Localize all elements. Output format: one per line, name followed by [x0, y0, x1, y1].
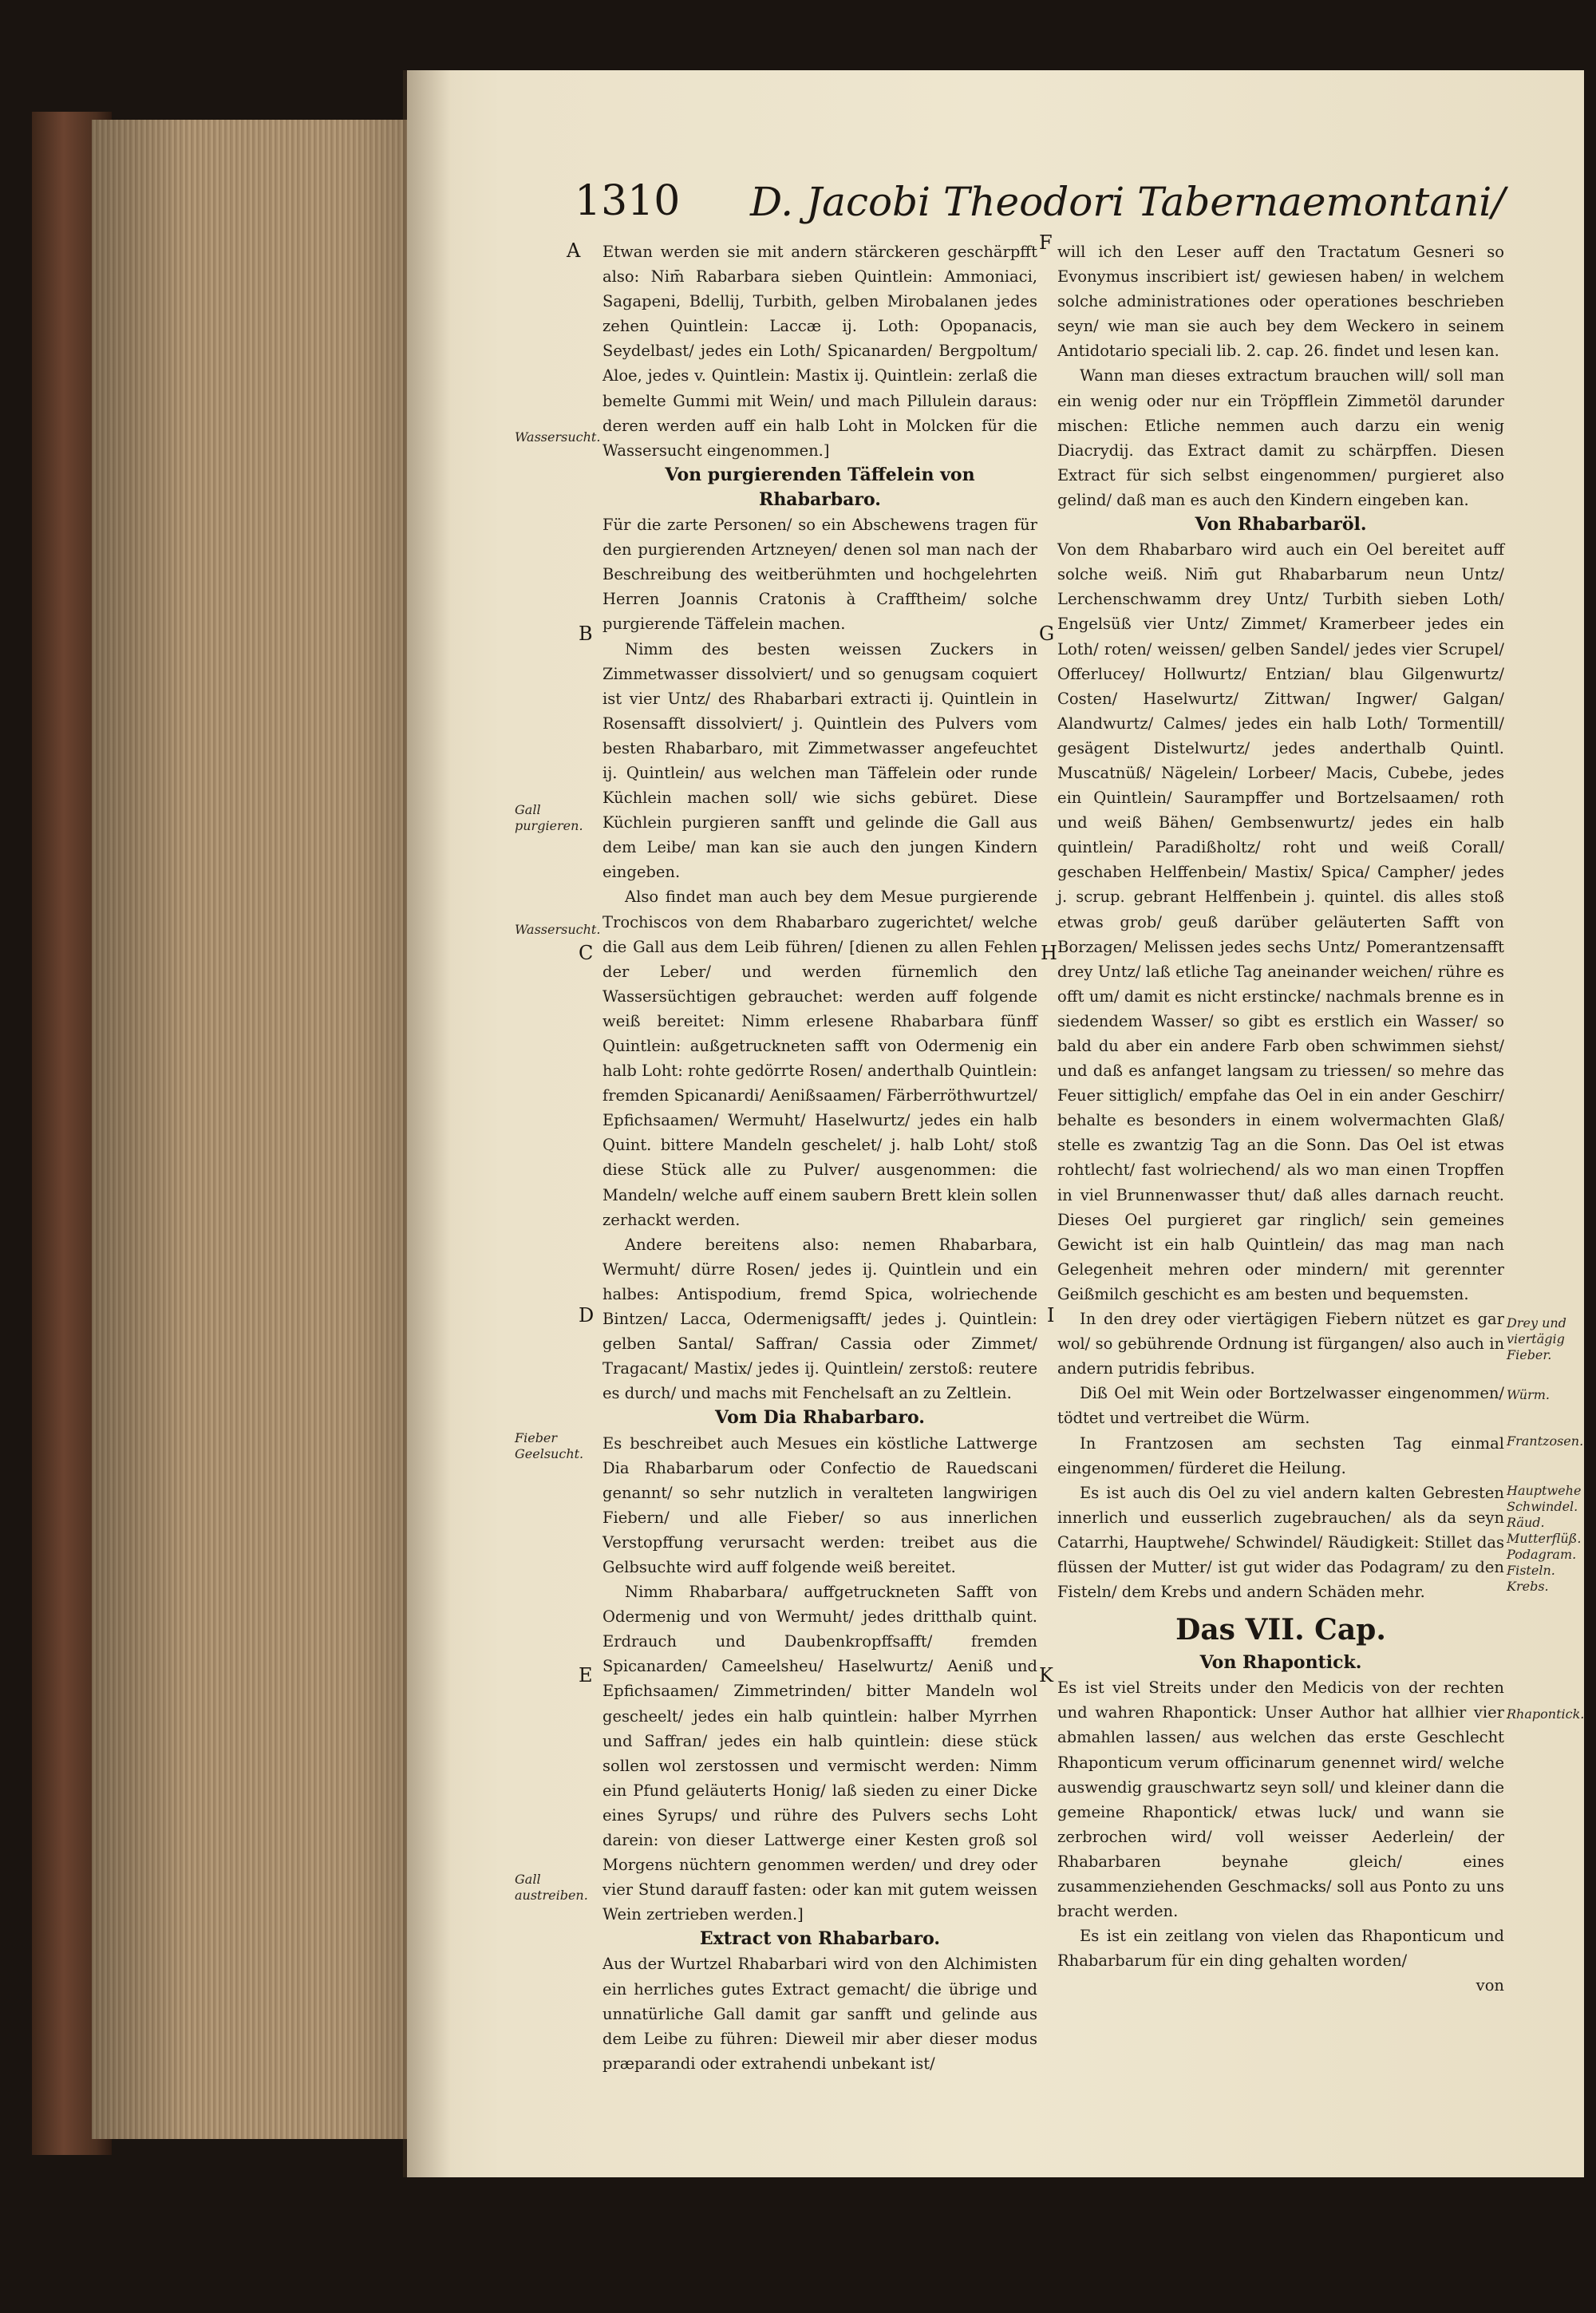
- paragraph: Es ist viel Streits under den Medicis von der rechten und wahren Rhapontick: Unser Author hat allhier vier abmahlen lassen/ aus welchen das erste Geschlecht Rhaponticum verum officinarum genennet wird/ welche auswendig grauschwartz seyn soll/ und kleiner dann die gemeine Rhapontick/ etwas luck/ und wann sie zerbrochen wird/ voll weisser Aederlein/ der Rhabarbaren beynahe gleich/ eines zusammenziehenden Geschmacks/ soll aus Ponto zu uns bracht werden.: [1057, 1678, 1504, 1921]
- section-letter-d: D: [579, 1304, 595, 1327]
- margin-note-wassersucht: Wassersucht.: [515, 429, 601, 445]
- paragraph: Für die zarte Personen/ so ein Abschewens tragen für den purgierenden Artzneyen/ denen sol man nach der Beschreibung des weitberühmten und hochgelehrten Herren Joannis Cratonis à Crafftheim/ solche purgierende Täffelein machen.: [602, 516, 1037, 634]
- margin-note-rhapontick: Rhapontick.: [1507, 1706, 1585, 1722]
- paragraph: In den drey oder viertägigen Fiebern nützet es gar wol/ so gebührende Ordnung ist fürgangen/ also auch in andern putridis febribus.: [1057, 1310, 1504, 1378]
- section-letter-e: E: [579, 1664, 593, 1686]
- paragraph: Nimm Rhabarbara/ auffgetruckneten Safft von Odermenig und von Wermuht/ jedes dritthalb quint. Erdrauch und Daubenkropffsafft/ fremden Spicanarden/ Cameelsheu/ Haselwurtz/ Aeniß und Epfichsaamen/ Zimmetrinden/ bitter Mandeln wol gescheelt/ jedes ein halb quintlein: halber Myrrhen und Saffran/ jedes ein halb quintlein: diese stück sollen wol zerstossen und vermischt werden: Nimm ein Pfund geläuterts Honig/ laß sieden zu einer Dicke eines Syrups/ und rühre des Pulvers sechs Loht darein: von dieser Lattwerge einer Kesten groß sol Morgens nüchtern genommen werden/ und drey oder vier Stund darauff fasten: oder kan mit gutem weissen Wein zertrieben werden.]: [602, 1583, 1037, 1924]
- running-head: D. Jacobi Theodori Tabernaemontani/: [750, 179, 1506, 225]
- margin-note-drey-fieber: Drey und viertägig Fieber.: [1507, 1315, 1566, 1362]
- paragraph: Es ist ein zeitlang von vielen das Rhaponticum und Rhabarbarum für ein ding gehalten worden/: [1057, 1927, 1504, 1971]
- chapter-title: Das VII. Cap.: [1175, 1613, 1386, 1647]
- heading-taefelein: Von purgierenden Täffelein von Rhabarbaro.: [665, 464, 975, 510]
- margin-note-frantzosen: Frantzosen.: [1507, 1433, 1584, 1449]
- paragraph: Etwan werden sie mit andern stärckeren geschärpfft also: Nim̄ Rabarbara sieben Quintlein: Ammoniaci, Sagapeni, Bdellij, Turbith, gelben Mirobalanen jedes zehen Quintlein: Laccæ ij. Loth: Opopanacis, Seydelbast/ jedes ein Loth/ Spicanarden/ Bergpoltum/ Aloe, jedes v. Quintlein: Mastix ij. Quintlein: zerlaß die bemelte Gummi mit Wein/ und mach Pillulein daraus: deren werden auff ein halb Loht in Molcken für die Wassersucht eingenommen.]: [602, 243, 1037, 460]
- section-letter-c: C: [579, 942, 594, 964]
- section-letter-b: B: [579, 623, 593, 645]
- section-letter-f: F: [1039, 231, 1053, 254]
- paragraph: In Frantzosen am sechsten Tag einmal eingenommen/ fürderet die Heilung.: [1057, 1433, 1504, 1477]
- page-header: [575, 177, 1540, 233]
- left-column: [602, 239, 1037, 2076]
- paragraph: Nimm des besten weissen Zuckers in Zimmetwasser dissolviert/ und so genugsam coquiert ist vier Untz/ des Rhabarbari extracti ij. Quintlein in Rosensafft dissolviert/ j. Quintlein des Pulvers vom besten Rhabarbaro, mit Zimmetwasser angefeuchtet ij. Quintlein/ aus welchen man Täffelein oder runde Küchlein machen soll/ wie sichs gebüret. Diese Küchlein purgieren sanfft und gelinde die Gall aus dem Leibe/ man kan sie auch den jungen Kindern eingeben.: [602, 639, 1037, 882]
- heading-rhabarbaroel: Von Rhabarbaröl.: [1195, 514, 1367, 536]
- section-letter-k: K: [1039, 1664, 1053, 1686]
- heading-extract: Extract von Rhabarbaro.: [699, 1928, 941, 1950]
- heading-rhapontick: Von Rhapontick.: [1199, 1652, 1362, 1674]
- margin-note-gall-austreiben: Gall austreiben.: [515, 1872, 588, 1903]
- page-gutter-shadow: [403, 70, 451, 2177]
- section-letter-i: I: [1047, 1304, 1055, 1327]
- paragraph: Von dem Rhabarbaro wird auch ein Oel bereitet auff solche weiß. Nim̄ gut Rhabarbarum neun Untz/ Lerchenschwamm drey Untz/ Turbith sieben Loth/ Engelsüß vier Untz/ Zimmet/ Kramerbeer jedes ein Loth/ roten/ weissen/ gelben Sandel/ jedes vier Scrupel/ Offerlucey/ Hollwurtz/ Entzian/ blau Gilgenwurtz/ Costen/ Haselwurtz/ Zittwan/ Ingwer/ Galgan/ Alandwurtz/ Calmes/ jedes ein halb Loth/ Tormentill/ gesägent Distelwurtz/ jedes anderthalb Quintl. Muscatnüß/ Nägelein/ Lorbeer/ Macis, Cubebe, jedes ein Quintlein/ Saurampffer und Bortzelsaamen/ roth und weiß Bähen/ Gembsenwurtz/ jedes ein halb quintlein/ Paradißholtz/ roht und weiß Corall/ geschaben Helffenbein/ Mastix/ Spica/ Campher/ jedes j. scrup. gebrant Helffenbein j. quintel. dis alles stoß etwas grob/ geuß darüber geläuterten Safft von Borzagen/ Melissen jedes sechs Untz/ Pomerantzensafft drey Untz/ laß etliche Tag aneinander weichen/ rühre es offt um/ damit es nicht erstincke/ nachmals brenne es in siedendem Wasser/ so gibt es erstlich ein Wasser/ so bald du aber ein andere Farb oben schwimmen siehst/ und daß es anfanget langsam zu triessen/ so mehre das Feuer sittiglich/ empfahe das Oel in ein ander Geschirr/ behalte es besonders in einem wolvermachten Glaß/ stelle es zwantzig Tag an die Sonn. Das Oel ist etwas rohtlecht/ fast wolriechend/ als wo man einen Tropffen in viel Brunnenwasser thut/ daß alles darnach reucht. Dieses Oel purgieret gar ringlich/ sein gemeines Gewicht ist ein halb Quintlein/ das mag man nach Gelegenheit mehren oder mindern/ mit gerennter Geißmilch geschicht es am besten und bequemsten.: [1057, 540, 1504, 1303]
- paragraph: Diß Oel mit Wein oder Bortzelwasser eingenommen/ tödtet und vertreibet die Würm.: [1057, 1384, 1504, 1428]
- margin-note-gall-purgieren: Gall purgieren.: [515, 802, 583, 833]
- page-number: 1310: [575, 177, 681, 225]
- margin-note-wuerm: Würm.: [1507, 1387, 1551, 1402]
- margin-note-hauptwehe: Hauptwehe Schwindel. Räud. Mutterflüß. Podagram. Fisteln. Krebs.: [1507, 1483, 1582, 1594]
- paragraph: Aus der Wurtzel Rhabarbari wird von den Alchimisten ein herrliches gutes Extract gemacht/ die übrige und unnatürliche Gall damit gar sanfft und gelinde aus dem Leibe zu führen: Dieweil mir aber dieser modus præparandi oder extrahendi unbekant ist/: [602, 1955, 1037, 2073]
- paragraph: Es beschreibet auch Mesues ein köstliche Lattwerge Dia Rhabarbarum oder Confectio de Rauedscani genannt/ so sehr nutzlich in veralteten langwirigen Fiebern/ und alle Fieber/ so aus innerlichen Verstopffung verursacht werden: treibet aus die Gelbsuchte wird auff folgende weiß bereitet.: [602, 1433, 1037, 1576]
- paragraph: Wann man dieses extractum brauchen will/ soll man ein wenig oder nur ein Tröpfflein Zimmetöl darunder mischen: Etliche nemmen auch darzu ein wenig Diacrydij. das Extract damit zu schärpffen. Diesen Extract für sich selbst eingenommen/ purgieret also gelind/ daß man es auch den Kindern eingeben kan.: [1057, 366, 1504, 509]
- paragraph: Es ist auch dis Oel zu viel andern kalten Gebresten innerlich und eusserlich zugebrauchen/ als da seyn Catarrhi, Hauptwehe/ Schwindel/ Räudigkeit: Stillet das flüssen der Mutter/ ist gut wider das Podagram/ zu den Fisteln/ dem Krebs und andern Schäden mehr.: [1057, 1483, 1504, 1602]
- right-column: [1057, 239, 1504, 1998]
- paragraph: will ich den Leser auff den Tractatum Gesneri so Evonymus inscribiert ist/ gewiesen haben/ in welchem solche administrationes oder operationes beschrieben seyn/ wie man sie auch bey dem Weckero in seinem Antidotario speciali lib. 2. cap. 26. findet und lesen kan.: [1057, 243, 1504, 361]
- margin-note-wassersucht: Wassersucht.: [515, 922, 601, 937]
- heading-dia-rhabarbaro: Vom Dia Rhabarbaro.: [715, 1407, 925, 1429]
- paragraph: Also findet man auch bey dem Mesue purgierende Trochiscos von dem Rhabarbaro zugerichtet/ welche die Gall aus dem Leib führen/ [dienen zu allen Fehlen der Leber/ und werden fürnemlich den Wassersüchtigen gebrauchet: werden auff folgende weiß bereitet: Nimm erlesene Rhabarbara fünff Quintlein: außgetruckneten safft von Odermenig ein halb Loht: rohte gedörrte Rosen/ anderthalb Quintlein: fremden Spicanardi/ Aenißsaamen/ Färberröthwurtzel/ Epfichsaamen/ Wermuht/ Haselwurtz/ jedes ein halb Quint. bittere Mandeln geschelet/ j. halb Loht/ stoß diese Stück alle zu Pulver/ ausgenommen: die Mandeln/ welche auff einem saubern Brett klein sollen zerhackt werden.: [602, 888, 1037, 1229]
- margin-note-fieber: Fieber Geelsucht.: [515, 1430, 584, 1461]
- catchword: von: [1476, 1976, 1504, 1995]
- paragraph: Andere bereitens also: nemen Rhabarbara, Wermuht/ dürre Rosen/ jedes ij. Quintlein und ein halbes: Antispodium, fremd Spica, wolriechende Bintzen/ Lacca, Odermenigsafft/ jedes j. Quintlein: gelben Santal/ Saffran/ Cassia oder Zimmet/ Tragacant/ Mastix/ jedes ij. Quintlein/ zerstoß: reutere es durch/ und machs mit Fenchelsaft an zu Zeltlein.: [602, 1235, 1037, 1403]
- section-letter-g: G: [1039, 623, 1055, 645]
- page-block-shade: [92, 120, 415, 2139]
- section-letter-a: A: [567, 239, 581, 262]
- section-letter-h: H: [1041, 942, 1057, 964]
